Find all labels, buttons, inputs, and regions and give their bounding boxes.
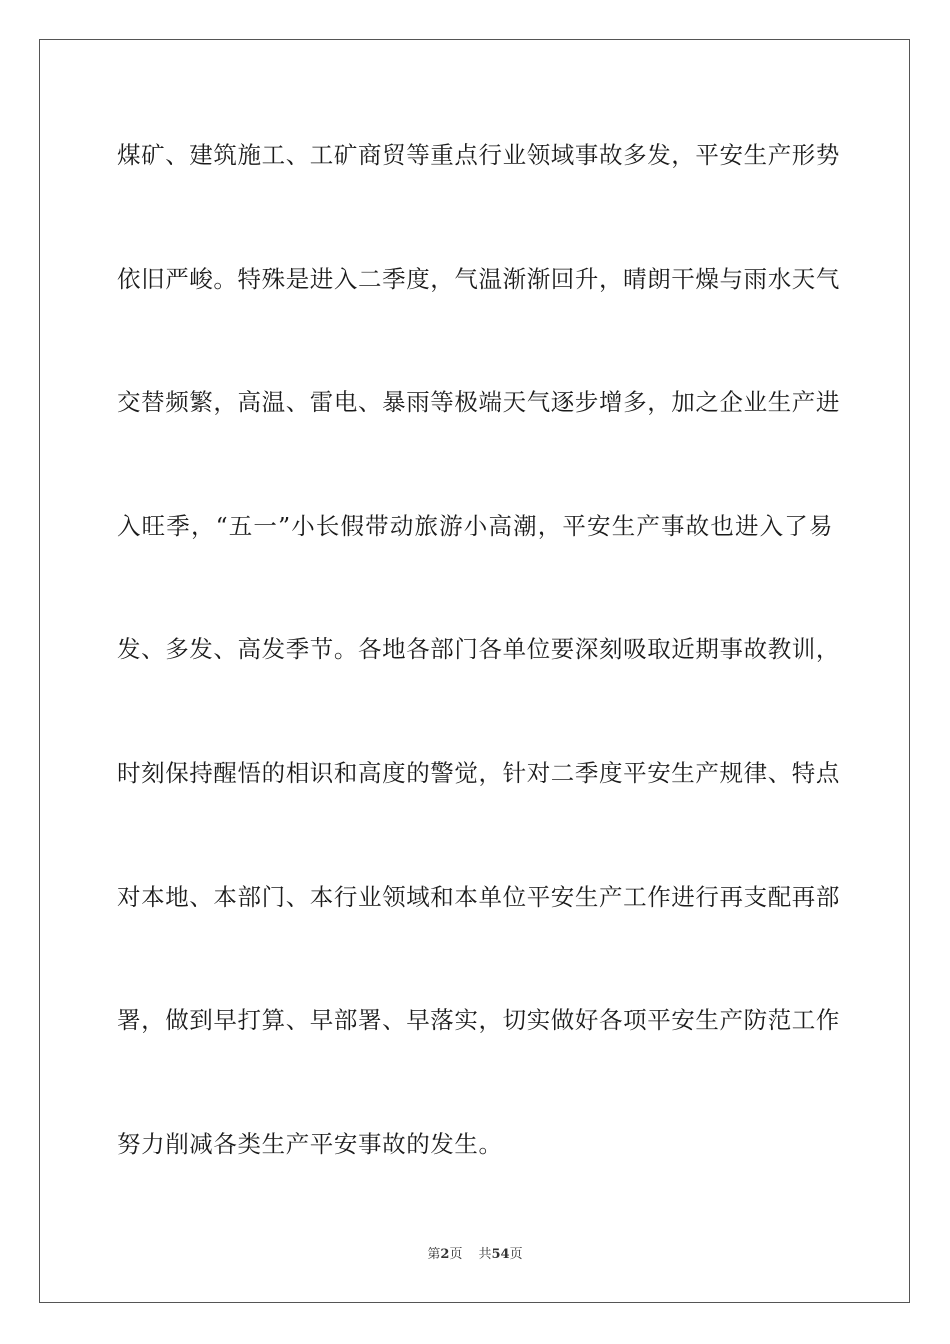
page-prefix: 第 (427, 1247, 441, 1262)
text-line-5: 发、多发、高发季节。各地各部门各单位要深刻吸取近期事故教训， (117, 635, 840, 664)
page-footer (0, 1243, 950, 1262)
total-suffix: 页 (509, 1247, 523, 1262)
text-line-9: 努力削减各类生产平安事故的发生。 (117, 1129, 503, 1158)
text-line-1: 煤矿、建筑施工、工矿商贸等重点行业领域事故多发，平安生产形势 (117, 141, 840, 169)
text-line-4: 入旺季，“五一”小长假带动旅游小高潮，平安生产事故也进入了易 (117, 511, 833, 540)
text-line-2: 依旧严峻。特殊是进入二季度，气温渐渐回升，晴朗干燥与雨水天气 (117, 264, 840, 293)
text-line-6: 时刻保持醒悟的相识和高度的警觉，针对二季度平安生产规律、特点 (117, 758, 840, 787)
page-suffix: 页 (449, 1247, 463, 1262)
text-line-3: 交替频繁，高温、雷电、暴雨等极端天气逐步增多，加之企业生产进 (117, 388, 840, 417)
body-text (117, 132, 840, 1244)
total-prefix: 共 (478, 1247, 492, 1262)
total-pages: 54 (491, 1247, 510, 1262)
page-number: 2 (440, 1247, 450, 1262)
text-line-7: 对本地、本部门、本行业领域和本单位平安生产工作进行再支配再部 (117, 882, 840, 911)
text-line-8: 署，做到早打算、早部署、早落实，切实做好各项平安生产防范工作 (117, 1006, 840, 1035)
